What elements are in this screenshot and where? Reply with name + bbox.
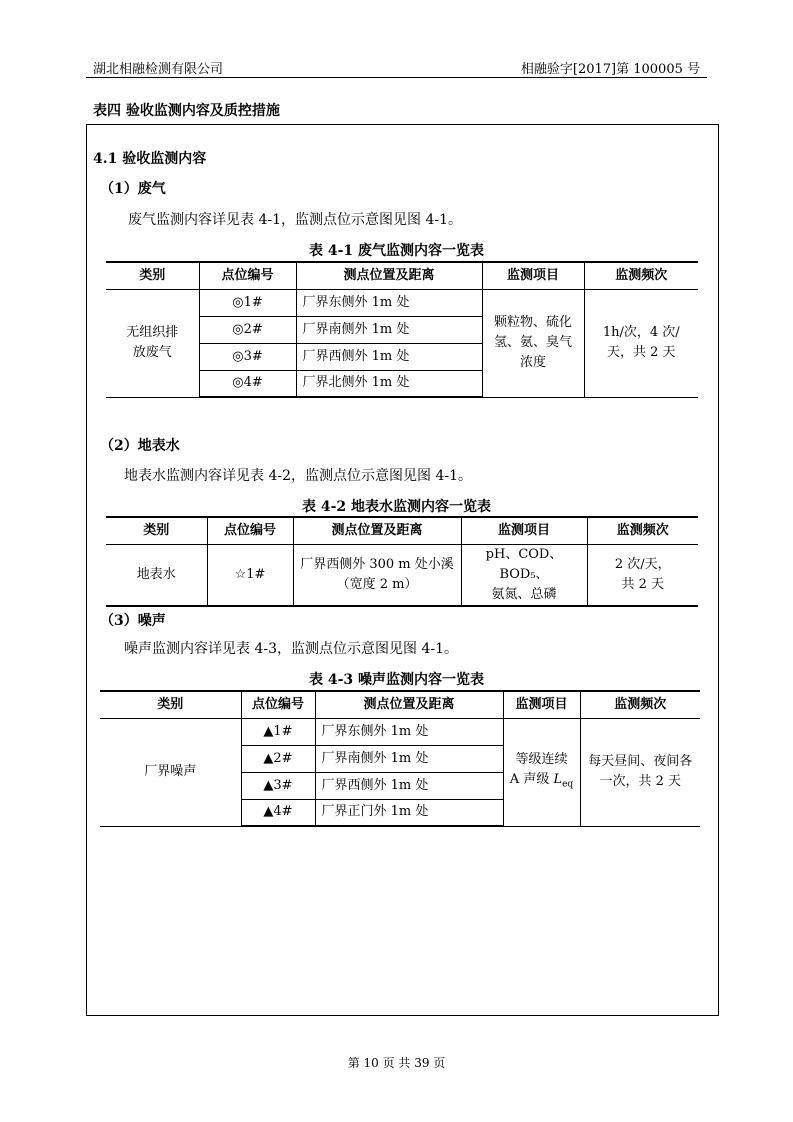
- column-header: 监测频次: [580, 691, 700, 718]
- surface-water-heading: （2）地表水: [100, 438, 180, 454]
- report-number: 相融验字[2017]第 100005 号: [520, 62, 700, 77]
- point-location: 厂界西侧外 1m 处: [315, 772, 503, 799]
- location-line: 厂界西侧外 300 m 处小溪: [300, 556, 454, 572]
- table-4-3-caption: 表 4-3 噪声监测内容一览表: [308, 672, 485, 688]
- point-location: 厂界东侧外 1m 处: [296, 289, 482, 316]
- monitoring-items: 颗粒物、硫化氢、氨、臭气浓度: [482, 289, 584, 397]
- waste-gas-paragraph: 废气监测内容详见表 4-1，监测点位示意图见图 4-1。: [128, 212, 462, 228]
- point-id: ▲2#: [241, 745, 315, 772]
- items-line: pH、COD、BOD₅、: [485, 546, 563, 582]
- point-location: 厂界北侧外 1m 处: [296, 370, 482, 397]
- point-id: ◎1#: [199, 289, 296, 316]
- table-row: [106, 544, 698, 606]
- category-cell: 地表水: [106, 544, 207, 606]
- category-cell: 厂界噪声: [100, 718, 241, 826]
- point-id: ▲1#: [241, 718, 315, 745]
- column-header: 点位编号: [199, 262, 296, 289]
- monitoring-items: [461, 544, 587, 606]
- column-header: 点位编号: [241, 691, 315, 718]
- point-id: ▲4#: [241, 799, 315, 826]
- point-location: 厂界东侧外 1m 处: [315, 718, 503, 745]
- monitoring-frequency: 1h/次，4 次/天，共 2 天: [584, 289, 698, 397]
- noise-paragraph: 噪声监测内容详见表 4-3，监测点位示意图见图 4-1。: [124, 641, 458, 657]
- column-header: 点位编号: [207, 517, 293, 544]
- table-row: [100, 718, 700, 745]
- section-title: 表四 验收监测内容及质控措施: [93, 103, 280, 119]
- point-location: [293, 544, 461, 606]
- point-id: ◎3#: [199, 343, 296, 370]
- items-subscript: eq: [562, 779, 574, 790]
- frequency-line: 2 次/天，: [614, 556, 671, 572]
- company-name: 湖北相融检测有限公司: [93, 62, 224, 77]
- table-row: [106, 289, 698, 316]
- column-header: 监测项目: [482, 262, 584, 289]
- point-id: ▲3#: [241, 772, 315, 799]
- table-4-1: [106, 261, 698, 398]
- items-line: 氨氮、总磷: [491, 586, 557, 602]
- category-cell: 无组织排放废气: [106, 289, 199, 397]
- items-line: [508, 770, 576, 795]
- surface-water-paragraph: 地表水监测内容详见表 4-2，监测点位示意图见图 4-1。: [124, 468, 472, 484]
- point-location: 厂界南侧外 1m 处: [296, 316, 482, 343]
- monitoring-frequency: [580, 718, 700, 826]
- point-location: 厂界南侧外 1m 处: [315, 745, 503, 772]
- table-4-3: [100, 690, 700, 827]
- column-header: 类别: [106, 517, 207, 544]
- column-header: 测点位置及距离: [296, 262, 482, 289]
- column-header: 测点位置及距离: [315, 691, 503, 718]
- items-prefix: A 声级: [509, 771, 554, 787]
- monitoring-items: [503, 718, 580, 826]
- point-location: 厂界正门外 1m 处: [315, 799, 503, 826]
- point-location: 厂界西侧外 1m 处: [296, 343, 482, 370]
- header-divider: [86, 77, 707, 78]
- items-variable: L: [553, 771, 563, 787]
- waste-gas-heading: （1）废气: [100, 181, 166, 197]
- column-header: 监测频次: [584, 262, 698, 289]
- point-id: ◎4#: [199, 370, 296, 397]
- subsection-title: 4.1 验收监测内容: [93, 151, 207, 167]
- column-header: 监测项目: [461, 517, 587, 544]
- frequency-line: 每天昼间、夜间各: [588, 754, 693, 769]
- table-4-1-caption: 表 4-1 废气监测内容一览表: [308, 243, 485, 259]
- location-line: （宽度 2 m）: [336, 576, 418, 592]
- items-line: 等级连续: [515, 751, 568, 767]
- column-header: 测点位置及距离: [293, 517, 461, 544]
- page-footer: 第 10 页 共 39 页: [347, 1056, 446, 1070]
- column-header: 监测项目: [503, 691, 580, 718]
- noise-heading: （3）噪声: [100, 613, 166, 629]
- column-header: 类别: [100, 691, 241, 718]
- column-header: 监测频次: [587, 517, 698, 544]
- monitoring-frequency: [587, 544, 698, 606]
- point-id: ☆1#: [207, 544, 293, 606]
- table-4-2: [106, 516, 698, 607]
- table-4-2-caption: 表 4-2 地表水监测内容一览表: [301, 499, 492, 515]
- column-header: 类别: [106, 262, 199, 289]
- frequency-line: 共 2 天: [621, 576, 665, 592]
- point-id: ◎2#: [199, 316, 296, 343]
- frequency-line: 一次，共 2 天: [599, 774, 682, 789]
